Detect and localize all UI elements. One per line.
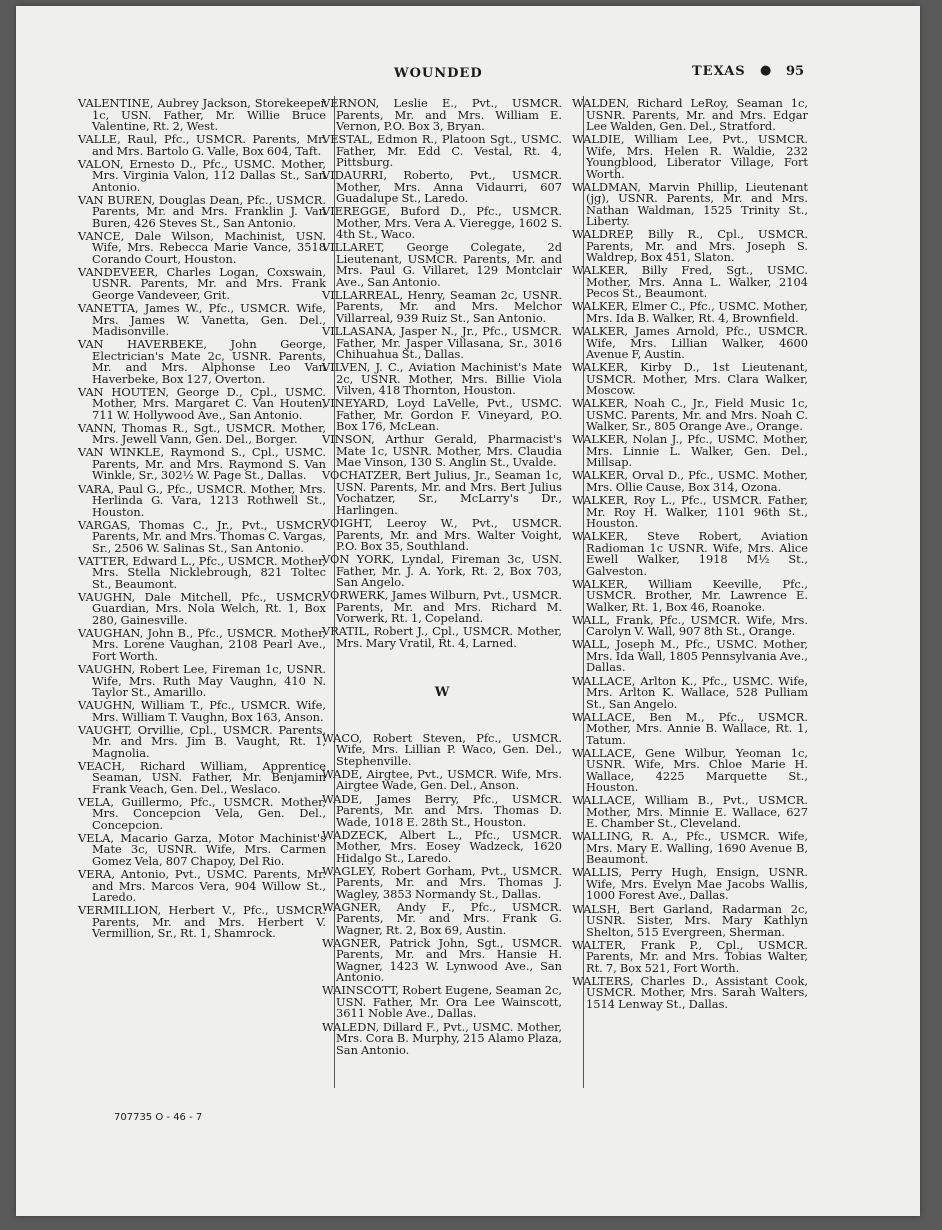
casualty-entry: WADE, Airgtee, Pvt., USMCR. Wife, Mrs. Airgtee Wade, Gen. Del., Anson. bbox=[322, 766, 562, 793]
casualty-entry: VILLARREAL, Henry, Seaman 2c, USNR. Parents, Mr. and Mrs. Melchor Villarreal, 939 Ruiz St., San Antonio. bbox=[322, 287, 562, 325]
casualty-entry: VOCHATZER, Bert Julius, Jr., Seaman 1c, USN. Parents, Mr. and Mrs. Bert Julius Vochatzer, Sr., McLarry's Dr., Harlingen. bbox=[322, 468, 562, 517]
print-code: 707735 O - 46 - 7 bbox=[114, 1112, 203, 1123]
document-page bbox=[16, 6, 920, 1216]
casualty-entry: VAN HOUTEN, George D., Cpl., USMC. Mother, Mrs. Margaret C. Van Houten, 711 W. Hollywood Ave., San Antonio. bbox=[78, 384, 326, 422]
casualty-entry: WALKER, William Keeville, Pfc., USMCR. Brother, Mr. Lawrence E. Walker, Rt. 1, Box 46, Roanoke. bbox=[572, 576, 808, 614]
casualty-entry: VON YORK, Lyndal, Fireman 3c, USN. Father, Mr. J. A. York, Rt. 2, Box 703, San Angelo. bbox=[322, 552, 562, 590]
casualty-entry: VANETTA, James W., Pfc., USMCR. Wife, Mrs. James W. Vanetta, Gen. Del., Madisonville. bbox=[78, 301, 326, 339]
casualty-entry: WALLACE, William B., Pvt., USMCR. Mother, Mrs. Minnie E. Wallace, 627 E. Chamber St., Cleveland. bbox=[572, 793, 808, 831]
casualty-entry: VAUGHAN, John B., Pfc., USMCR. Mother, Mrs. Lorene Vaughan, 2108 Pearl Ave., Fort Worth. bbox=[78, 625, 326, 663]
casualty-entry: WADZECK, Albert L., Pfc., USMCR. Mother, Mrs. Eosey Wadzeck, 1620 Hidalgo St., Laredo. bbox=[322, 827, 562, 865]
casualty-entry: WALDREP, Billy R., Cpl., USMCR. Parents, Mr. and Mrs. Joseph S. Waldrep, Box 451, Slaton. bbox=[572, 227, 808, 265]
casualty-entry: VELA, Macario Garza, Motor Machinist's Mate 3c, USNR. Wife, Mrs. Carmen Gomez Vela, 807 Chapoy, Del Rio. bbox=[78, 830, 326, 868]
casualty-entry: VAN WINKLE, Raymond S., Cpl., USMC. Parents, Mr. and Mrs. Raymond S. Van Winkle, Sr., 302½ W. Page St., Dallas. bbox=[78, 445, 326, 483]
casualty-entry: VAN HAVERBEKE, John George, Electrician's Mate 2c, USNR. Parents, Mr. and Mrs. Alphonse Leo Van Haverbeke, Box 127, Overton. bbox=[78, 337, 326, 386]
casualty-entry: VALENTINE, Aubrey Jackson, Storekeeper 1c, USN. Father, Mr. Willie Bruce Valentine, Rt. 2, West. bbox=[78, 96, 326, 133]
casualty-entry: WALLACE, Ben M., Pfc., USMCR. Mother, Mrs. Annie B. Wallace, Rt. 1, Tatum. bbox=[572, 709, 808, 747]
casualty-entry: VERNON, Leslie E., Pvt., USMCR. Parents, Mr. and Mrs. William E. Vernon, P.O. Box 3, Bryan. bbox=[322, 96, 562, 133]
column-2 bbox=[322, 98, 562, 1058]
casualty-entry: VARGAS, Thomas C., Jr., Pvt., USMCR. Parents, Mr. and Mrs. Thomas C. Vargas, Sr., 2506 W. Salinas St., San Antonio. bbox=[78, 517, 326, 555]
casualty-entry: VAUGHT, Orvillie, Cpl., USMCR. Parents, Mr. and Mrs. Jim B. Vaught, Rt. 1, Magnolia. bbox=[78, 722, 326, 760]
casualty-entry: WALTERS, Charles D., Assistant Cook, USMCR. Mother, Mrs. Sarah Walters, 1514 Lenway St., Dallas. bbox=[572, 973, 808, 1011]
column-3 bbox=[572, 98, 808, 1012]
state-heading: TEXAS bbox=[692, 64, 746, 79]
page-heading: WOUNDED bbox=[394, 66, 483, 81]
casualty-entry: WALKER, James Arnold, Pfc., USMCR. Wife, Mrs. Lillian Walker, 4600 Avenue F, Austin. bbox=[572, 324, 808, 362]
casualty-entry: WALDIE, William Lee, Pvt., USMCR. Wife, Mrs. Helen R. Waldie, 232 Youngblood, Liberator Village, Fort Worth. bbox=[572, 132, 808, 181]
casualty-entry: WAGNER, Andy F., Pfc., USMCR. Parents, Mr. and Mrs. Frank G. Wagner, Rt. 2, Box 69, Austin. bbox=[322, 899, 562, 937]
casualty-entry: VIEREGGE, Buford D., Pfc., USMCR. Mother, Mrs. Vera A. Vieregge, 1602 S. 4th St., Waco. bbox=[322, 204, 562, 242]
casualty-entry: WALDMAN, Marvin Phillip, Lieutenant (jg), USNR. Parents, Mr. and Mrs. Nathan Waldman, 1525 Trinity St., Liberty. bbox=[572, 179, 808, 229]
casualty-entry: VATTER, Edward L., Pfc., USMCR. Mother, Mrs. Stella Nicklebrough, 821 Toltec St., Beaumont. bbox=[78, 553, 326, 591]
casualty-entry: VERA, Antonio, Pvt., USMC. Parents, Mr. and Mrs. Marcos Vera, 904 Willow St., Laredo. bbox=[78, 867, 326, 905]
casualty-entry: VELA, Guillermo, Pfc., USMCR. Mother, Mrs. Concepcion Vela, Gen. Del., Concepcion. bbox=[78, 794, 326, 832]
bullet-separator: ● bbox=[760, 63, 772, 78]
casualty-entry: VOIGHT, Leeroy W., Pvt., USMCR. Parents, Mr. and Mrs. Walter Voight, P.O. Box 35, Southland. bbox=[322, 516, 562, 554]
casualty-entry: VILLASANA, Jasper N., Jr., Pfc., USMCR. Father, Mr. Jasper Villasana, Sr., 3016 Chihuahua St., Dallas. bbox=[322, 324, 562, 362]
casualty-entry: WALKER, Orval D., Pfc., USMC. Mother, Mrs. Ollie Cause, Box 314, Ozona. bbox=[572, 468, 808, 494]
casualty-entry: VESTAL, Edmon R., Platoon Sgt., USMC. Father, Mr. Edd C. Vestal, Rt. 4, Pittsburg. bbox=[322, 132, 562, 170]
casualty-entry: VANN, Thomas R., Sgt., USMCR. Mother, Mrs. Jewell Vann, Gen. Del., Borger. bbox=[78, 420, 326, 447]
casualty-entry: WALLIS, Perry Hugh, Ensign, USNR. Wife, Mrs. Evelyn Mae Jacobs Wallis, 1000 Forest Ave., Dallas. bbox=[572, 865, 808, 903]
section-letter: W bbox=[434, 685, 450, 701]
casualty-entry: WALKER, Elmer C., Pfc., USMC. Mother, Mrs. Ida B. Walker, Rt. 4, Brownfield. bbox=[572, 299, 808, 325]
casualty-entry: VAUGHN, Dale Mitchell, Pfc., USMCR. Guardian, Mrs. Nola Welch, Rt. 1, Box 280, Gainesville. bbox=[78, 589, 326, 627]
casualty-entry: VILVEN, J. C., Aviation Machinist's Mate 2c, USNR. Mother, Mrs. Billie Viola Vilven, 418 Thornton, Houston. bbox=[322, 360, 562, 398]
casualty-entry: WALEDN, Dillard F., Pvt., USMC. Mother, Mrs. Cora B. Murphy, 215 Alamo Plaza, San Antonio. bbox=[322, 1019, 562, 1057]
casualty-entry: WALLACE, Gene Wilbur, Yeoman 1c, USNR. Wife, Mrs. Chloe Marie H. Wallace, 4225 Marquette St., Houston. bbox=[572, 745, 808, 795]
casualty-entry: VARA, Paul G., Pfc., USMCR. Mother, Mrs. Herlinda G. Vara, 1213 Rothwell St., Houston. bbox=[78, 481, 326, 519]
casualty-entry: WAINSCOTT, Robert Eugene, Seaman 2c, USN. Father, Mr. Ora Lee Wainscott, 3611 Noble Ave., Dallas. bbox=[322, 983, 562, 1021]
casualty-entry: WAGLEY, Robert Gorham, Pvt., USMCR. Parents, Mr. and Mrs. Thomas J. Wagley, 3853 Normandy St., Dallas. bbox=[322, 863, 562, 901]
casualty-entry: VAUGHN, William T., Pfc., USMCR. Wife, Mrs. William T. Vaughn, Box 163, Anson. bbox=[78, 698, 326, 724]
casualty-entry: WALKER, Kirby D., 1st Lieutenant, USMCR. Mother, Mrs. Clara Walker, Moscow. bbox=[572, 360, 808, 398]
casualty-entry: VERMILLION, Herbert V., Pfc., USMCR. Parents, Mr. and Mrs. Herbert V. Vermillion, Sr., Rt. 1, Shamrock. bbox=[78, 903, 326, 941]
casualty-entry: VEACH, Richard William, Apprentice Seaman, USN. Father, Mr. Benjamin Frank Veach, Gen. Del., Weslaco. bbox=[78, 758, 326, 796]
casualty-entry: WALL, Frank, Pfc., USMCR. Wife, Mrs. Carolyn V. Wall, 907 8th St., Orange. bbox=[572, 612, 808, 639]
page-number: 95 bbox=[786, 64, 805, 79]
casualty-entry: WALTER, Frank P., Cpl., USMCR. Parents, Mr. and Mrs. Tobias Walter, Rt. 7, Box 521, Fort Worth. bbox=[572, 937, 808, 975]
casualty-entry: VORWERK, James Wilburn, Pvt., USMCR. Parents, Mr. and Mrs. Richard M. Vorwerk, Rt. 1, Copeland. bbox=[322, 588, 562, 626]
casualty-entry: VINEYARD, Loyd LaVelle, Pvt., USMC. Father, Mr. Gordon F. Vineyard, P.O. Box 176, McLean. bbox=[322, 396, 562, 434]
casualty-entry: WALKER, Nolan J., Pfc., USMC. Mother, Mrs. Linnie L. Walker, Gen. Del., Millsap. bbox=[572, 432, 808, 470]
casualty-entry: WALKER, Steve Robert, Aviation Radioman 1c USNR. Wife, Mrs. Alice Ewell Walker, 1918 M½ St., Galveston. bbox=[572, 529, 808, 578]
casualty-entry: WADE, James Berry, Pfc., USMCR. Parents, Mr. and Mrs. Thomas D. Wade, 1018 E. 28th St., Houston. bbox=[322, 791, 562, 829]
casualty-entry: WALSH, Bert Garland, Radarman 2c, USNR. Sister, Mrs. Mary Kathlyn Shelton, 515 Evergreen, Sherman. bbox=[572, 901, 808, 939]
casualty-entry: WACO, Robert Steven, Pfc., USMCR. Wife, Mrs. Lillian P. Waco, Gen. Del., Stephenville. bbox=[322, 730, 562, 768]
casualty-entry: VAUGHN, Robert Lee, Fireman 1c, USNR. Wife, Mrs. Ruth May Vaughn, 410 N. Taylor St., Amarillo. bbox=[78, 662, 326, 699]
casualty-entry: VAN BUREN, Douglas Dean, Pfc., USMCR. Parents, Mr. and Mrs. Franklin J. Van Buren, 426 Steves St., San Antonio. bbox=[78, 192, 326, 230]
casualty-entry: VANCE, Dale Wilson, Machinist, USN. Wife, Mrs. Rebecca Marie Vance, 3518 Corando Court, Houston. bbox=[78, 228, 326, 266]
casualty-entry: WALLACE, Arlton K., Pfc., USMC. Wife, Mrs. Arlton K. Wallace, 528 Pulliam St., San Angelo. bbox=[572, 673, 808, 711]
casualty-entry: WAGNER, Patrick John, Sgt., USMCR. Parents, Mr. and Mrs. Hansie H. Wagner, 1423 W. Lynwood Ave., San Antonio. bbox=[322, 935, 562, 985]
column-1 bbox=[78, 98, 326, 941]
casualty-entry: WALKER, Roy L., Pfc., USMCR. Father, Mr. Roy H. Walker, 1101 96th St., Houston. bbox=[572, 493, 808, 531]
casualty-entry: WALL, Joseph M., Pfc., USMC. Mother, Mrs. Ida Wall, 1805 Pennsylvania Ave., Dallas. bbox=[572, 637, 808, 675]
casualty-entry: VIDAURRI, Roberto, Pvt., USMCR. Mother, Mrs. Anna Vidaurri, 607 Guadalupe St., Laredo. bbox=[322, 168, 562, 206]
casualty-entry: VINSON, Arthur Gerald, Pharmacist's Mate 1c, USNR. Mother, Mrs. Claudia Mae Vinson, 130 S. Anglin St., Uvalde. bbox=[322, 432, 562, 470]
casualty-entry: WALDEN, Richard LeRoy, Seaman 1c, USNR. Parents, Mr. and Mrs. Edgar Lee Walden, Gen. Del., Stratford. bbox=[572, 96, 808, 133]
casualty-entry: WALKER, Billy Fred, Sgt., USMC. Mother, Mrs. Anna L. Walker, 2104 Pecos St., Beaumont. bbox=[572, 263, 808, 301]
casualty-entry: WALLING, R. A., Pfc., USMCR. Wife, Mrs. Mary E. Walling, 1690 Avenue B, Beaumont. bbox=[572, 829, 808, 867]
casualty-entry: VRATIL, Robert J., Cpl., USMCR. Mother, Mrs. Mary Vratil, Rt. 4, Larned. bbox=[322, 624, 562, 650]
casualty-entry: VILLARET, George Colegate, 2d Lieutenant, USMCR. Parents, Mr. and Mrs. Paul G. Villaret, 129 Montclair Ave., San Antonio. bbox=[322, 240, 562, 289]
casualty-entry: VANDEVEER, Charles Logan, Coxswain, USNR. Parents, Mr. and Mrs. Frank George Vandeveer, Grit. bbox=[78, 264, 326, 302]
casualty-entry: WALKER, Noah C., Jr., Field Music 1c, USMC. Parents, Mr. and Mrs. Noah C. Walker, Sr., 805 Orange Ave., Orange. bbox=[572, 396, 808, 434]
casualty-entry: VALON, Ernesto D., Pfc., USMC. Mother, Mrs. Virginia Valon, 112 Dallas St., San Antonio. bbox=[78, 156, 326, 194]
casualty-entry: VALLE, Raul, Pfc., USMCR. Parents, Mr. and Mrs. Bartolo G. Valle, Box 604, Taft. bbox=[78, 132, 326, 158]
